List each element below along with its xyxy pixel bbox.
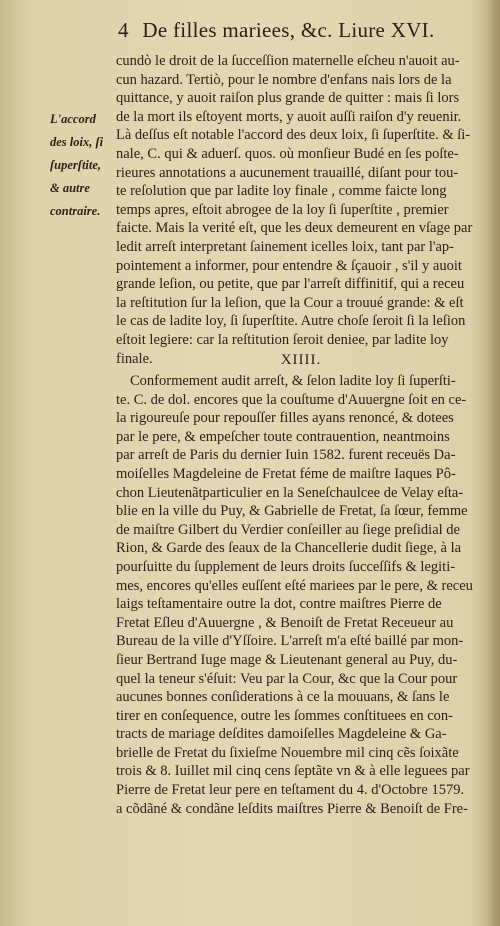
text-line: nale, C. qui & aduerſ. quos. où monſieur Budé en ſes poſte- — [116, 145, 459, 162]
paragraph-2 — [116, 372, 486, 818]
text-line: la rigoureuſe pour repouſſer filles ayans renoncé, & dotees — [116, 410, 454, 427]
text-line: a cõdãné & condãne leſdits maiſtres Pierre & Benoiſt de Fre- — [116, 800, 468, 817]
text-line: rieures annotations a aucunement trauaillé, diſant pour tou- — [116, 164, 459, 181]
text-line: aucunes bonnes conſiderations à ce la mouuans, & ſans le — [116, 689, 450, 706]
text-line: par le pere, & empeſcher toute contrauention, neantmoins — [116, 428, 450, 445]
paragraph-1 — [116, 52, 486, 368]
text-line: Fretat Eſleu d'Auuergne , & Benoiſt de Fretat Receueur au — [116, 614, 454, 631]
text-line: pourſuitte du ſupplement de leurs droits ſucceſſifs & legiti- — [116, 558, 456, 575]
text-line: pointement a informer, pour entendre & ſçauoir , s'il y auoit — [116, 257, 462, 274]
text-line: chon Lieutenãtparticulier en la Seneſchaulcee de Velay eſta- — [116, 484, 464, 501]
text-line: quittance, y auoit raiſon plus grande de quitter : mais ſi lors — [116, 90, 460, 107]
text-line: faicte. Mais la verité eſt, que les deux demeurent en vſage par — [116, 220, 473, 237]
text-line: te. C. de dol. encores que la couſtume d'Auuergne ſoit en ce- — [116, 391, 467, 408]
section-title: XIIII. — [280, 352, 322, 368]
text-line: ſieur Bertrand Iuge mage & Lieutenant general au Puy, du- — [116, 651, 458, 668]
text-line: temps apres, eſtoit abrogee de la loy ſi ſuperſtite , premier — [116, 201, 449, 218]
text-line: tirer en conſequence, outre les ſommes conſtituees en con- — [116, 707, 453, 724]
margin-note-line: & autre — [50, 181, 90, 195]
text-line: laigs teſtamentaire outre la dot, contre maiſtres Pierre de — [116, 596, 442, 613]
text-line: Rion, & Garde des ſeaux de la Chancellerie dudit ſiege, à la — [116, 540, 462, 557]
page-edge-shading — [486, 0, 500, 926]
text-line: le cas de ladite loy, ſi ſuperſtite. Autre choſe ſeroit ſi la leſion — [116, 313, 466, 330]
text-line: Là deſſus eſt notable l'accord des deux loix, ſi ſuperſtite. & ſi- — [116, 127, 471, 144]
text-line: Bureau de la ville d'Yſſoire. L'arreſt m'a eſté baillé par mon- — [116, 633, 464, 650]
text-line: finale. — [116, 350, 153, 367]
text-line: eſtoit legiere: car la reſtitution ſeroit deniee, par ladite loy — [116, 331, 449, 348]
text-line: de la mort ils eſtoyent morts, y auoit auſſi raiſon d'y reuenir. — [116, 108, 462, 125]
text-line: cun hazard. Tertiò, pour le nombre d'enfans nais lors de la — [116, 71, 452, 88]
text-line: de maiſtre Gilbert du Verdier conſeiller au ſiege preſidial de — [116, 521, 460, 538]
margin-note-line: ſuperſtite, — [50, 158, 102, 172]
text-line: ledit arreſt interpretant ſainement icelles loix, tant par l'ap- — [116, 238, 454, 255]
margin-note-line: contraire. — [50, 204, 101, 218]
margin-note-line: L'accord — [50, 112, 96, 126]
margin-note-line: des loix, ſi — [50, 135, 104, 149]
text-line: Pierre de Fretat leur pere en teſtament du 4. d'Octobre 1579. — [116, 782, 465, 799]
text-line: tracts de mariage deſdites damoiſelles Magdeleine & Ga- — [116, 726, 447, 743]
text-line: moiſelles Magdeleine de Fretat féme de maiſtre Iaques Pô- — [116, 465, 456, 482]
text-line: trois & 8. Iuillet mil cinq cens ſeptãte vn & à elle leguees par — [116, 763, 470, 780]
text-line: cundò le droit de la ſucceſſion maternelle eſcheu n'auoit au- — [116, 53, 460, 69]
running-title: De filles mariees, &c. Liure XVI. — [142, 18, 435, 42]
margin-note — [50, 108, 114, 223]
text-line: te reſolution que par ladite loy finale , comme faicte long — [116, 183, 447, 200]
page-header — [118, 18, 478, 43]
text-line: mes, encores qu'elles euſſent eſté mariees par le pere, & receu — [116, 577, 473, 594]
page-number: 4 — [118, 18, 129, 42]
text-line: grande leſion, ou petite, que par l'arreſt diffinitif, qui a receu — [116, 276, 465, 293]
text-line: brielle de Fretat du ſixieſme Nouembre mil cinq cẽs ſoixãte — [116, 744, 459, 761]
text-line: blie en la ville du Puy, & Gabrielle de Fretat, ſa ſœur, femme — [116, 503, 468, 520]
text-line: la reſtitution ſur la leſion, que la Cour a trouué grande: & eſt — [116, 294, 464, 311]
text-line: par arreſt de Paris du dernier Iuin 1582. furent receuës Da- — [116, 447, 456, 464]
text-line: quel la teneur s'éſuit: Veu par la Cour, &c que la Cour pour — [116, 670, 458, 687]
text-line: Conformement audit arreſt, & ſelon ladite loy ſi ſuperſti- — [130, 373, 456, 389]
